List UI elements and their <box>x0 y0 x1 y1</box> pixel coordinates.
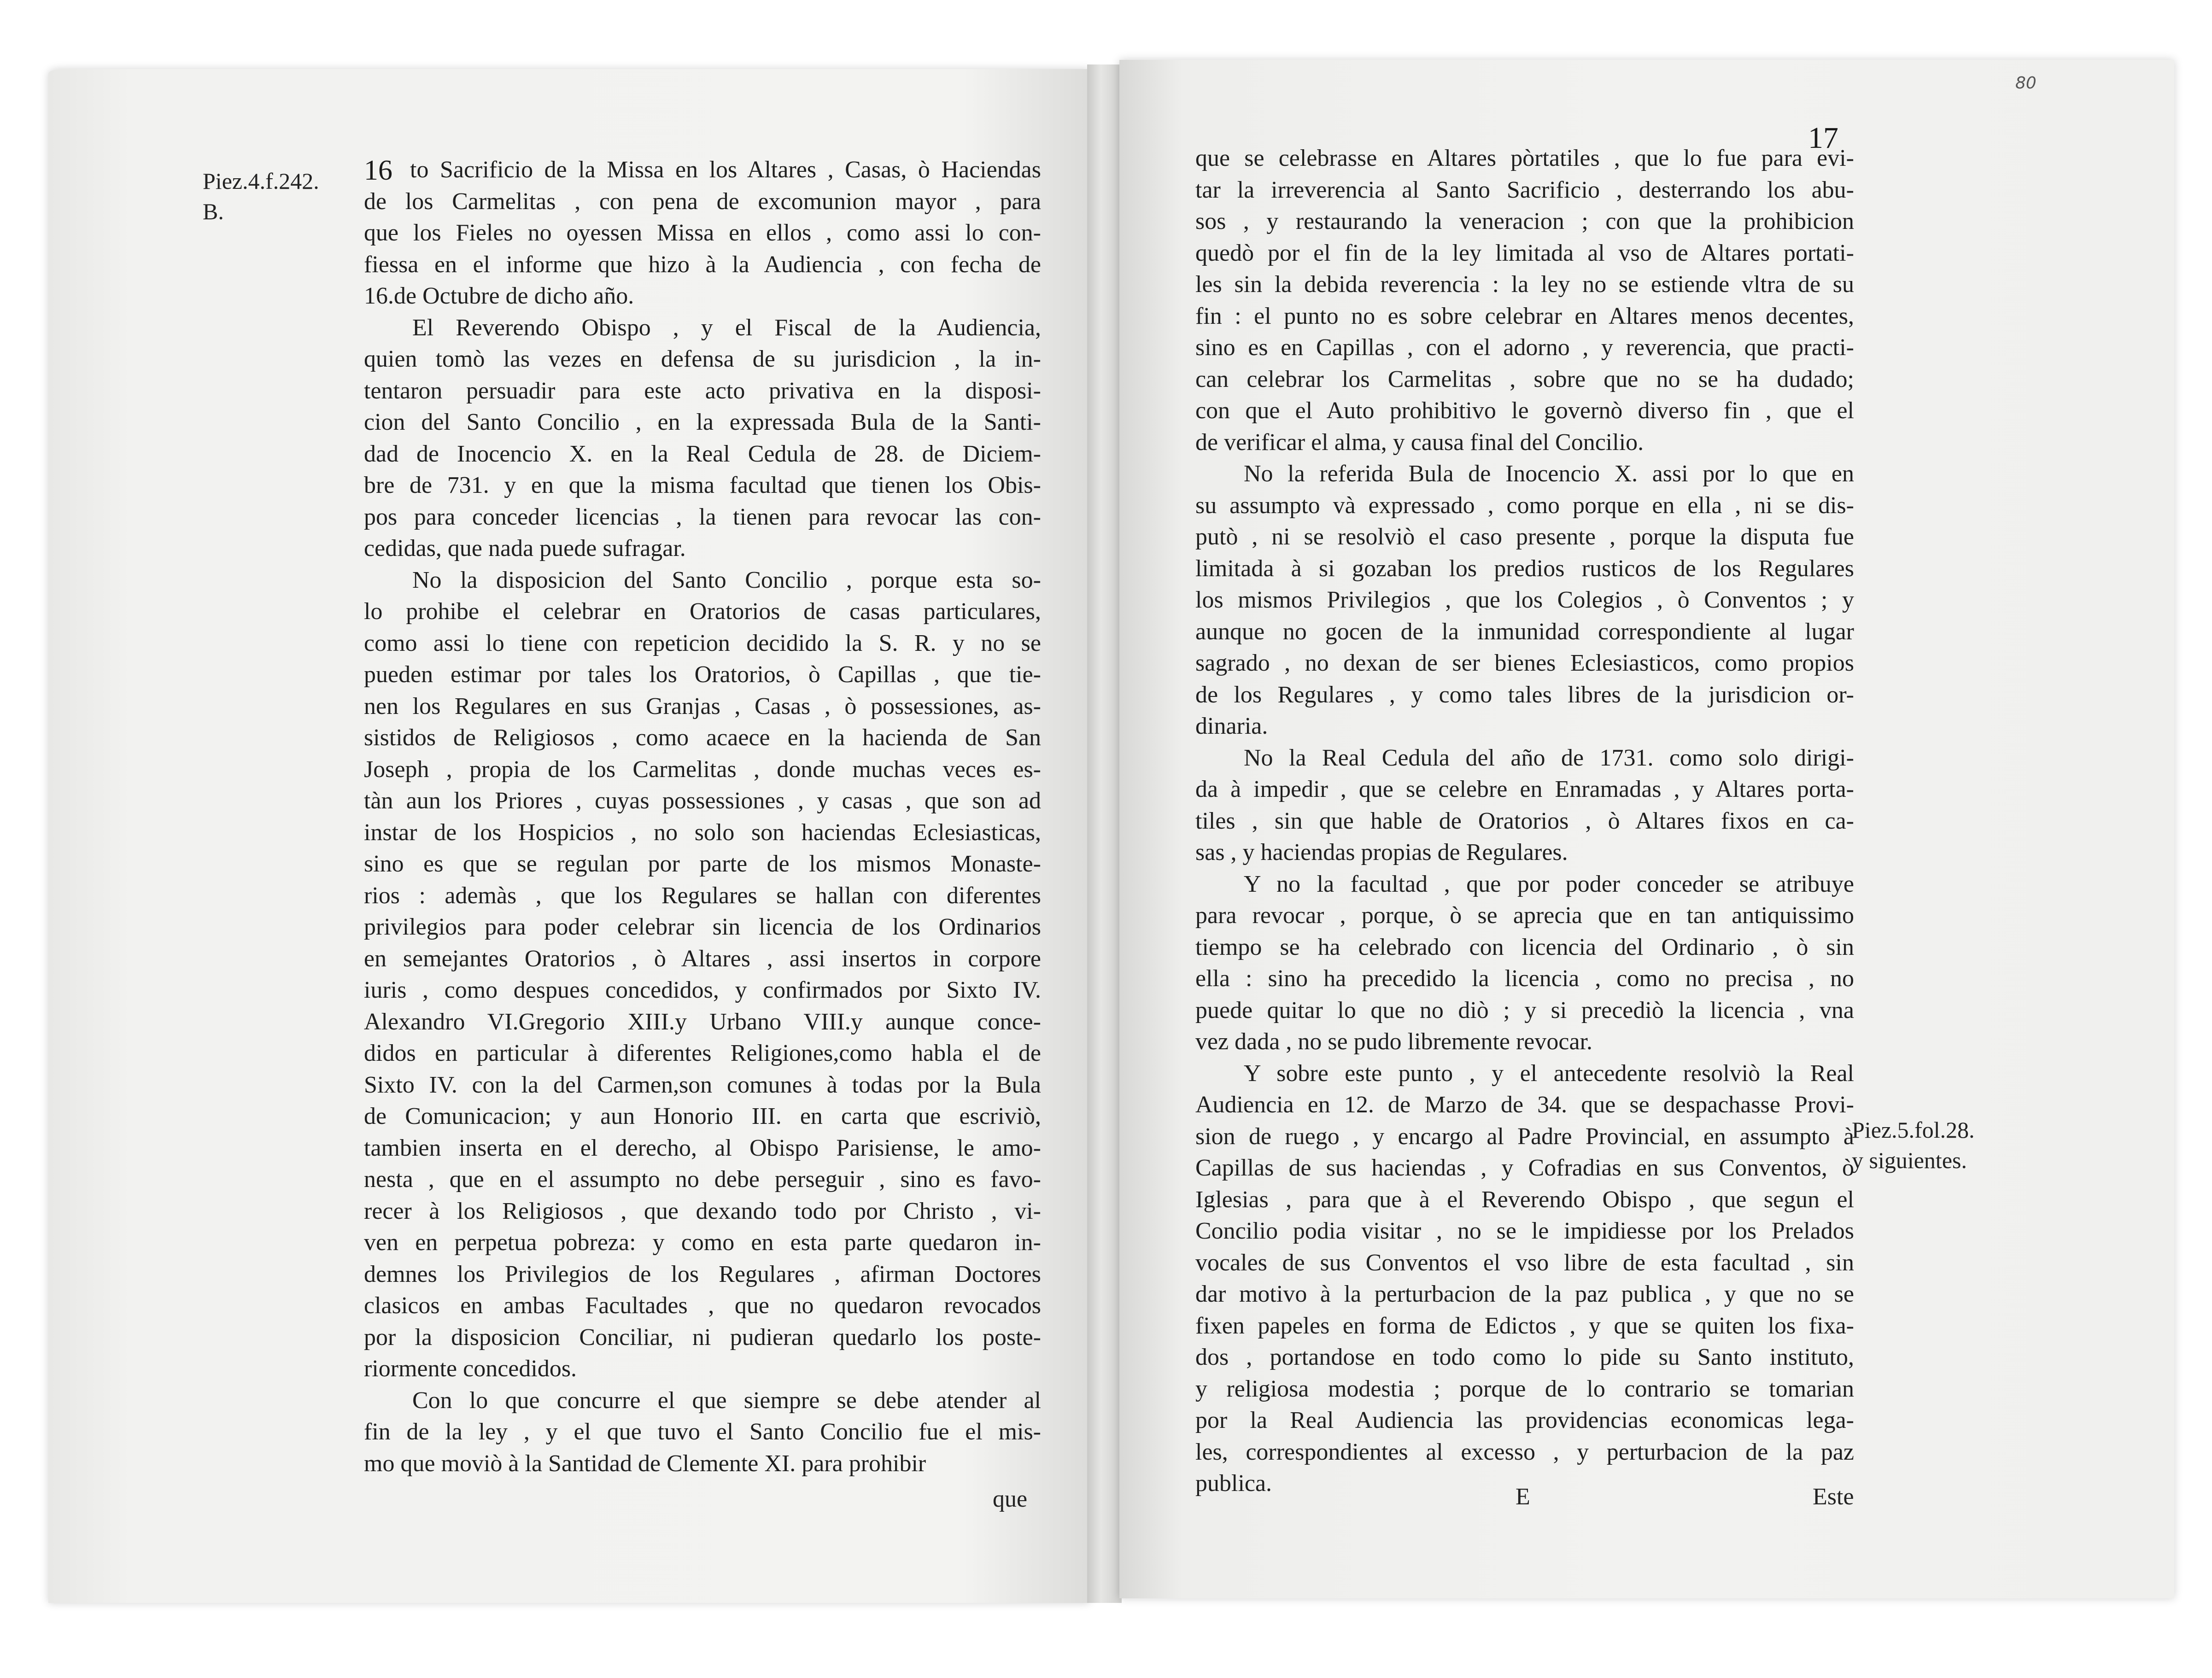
text-line: quedò por el fin de la ley limitada al vso de Altares portati- <box>1195 240 1854 266</box>
text-line: les sin la debida reverencia : la ley no se estiende vltra de su <box>1195 271 1854 298</box>
text-line: Concilio podia visitar , no se le impidiesse por los Prelados <box>1195 1218 1854 1244</box>
text-line: Con lo que concurre el que siempre se debe atender al <box>412 1387 1041 1414</box>
text-line: los mismos Privilegios , que los Colegios , ò Conventos ; y <box>1195 587 1854 613</box>
text-line: demnes los Privilegios de los Regulares , afirman Doctores <box>364 1261 1041 1287</box>
text-line: fixen papeles en forma de Edictos , y que se quiten los fixa- <box>1195 1312 1854 1339</box>
text-line: tar la irreverencia al Santo Sacrificio , desterrando los abu- <box>1195 176 1854 203</box>
text-line: puede quitar lo que no diò ; y si precediò la licencia , vna <box>1195 997 1854 1023</box>
text-line: Audiencia en 12. de Marzo de 34. que se despachasse Provi- <box>1195 1092 1854 1118</box>
left-page-number: 16 <box>364 155 392 186</box>
text-line: fin : el punto no es sobre celebrar en Altares menos decentes, <box>1195 303 1854 329</box>
text-line: tambien inserta en el derecho, al Obispo Parisiense, le amo- <box>364 1134 1041 1161</box>
text-line: de verificar el alma, y causa final del Concilio. <box>1195 429 1644 456</box>
text-line: que se celebrasse en Altares pòrtatiles , que lo fue para evi- <box>1195 145 1854 171</box>
text-line: de los Carmelitas , con pena de excomunion mayor , para <box>364 188 1041 215</box>
text-line: lo prohibe el celebrar en Oratorios de casas particulares, <box>364 598 1041 625</box>
text-line: vocales de sus Conventos el vso libre de esta facultad , sin <box>1195 1249 1854 1276</box>
text-line: como assi lo tiene con repeticion decidido la S. R. y no se <box>364 630 1041 656</box>
text-line: sagrado , no dexan de ser bienes Eclesiasticos, como propios <box>1195 650 1854 676</box>
text-line: tiles , sin que hable de Oratorios , ò Altares fixos en ca- <box>1195 807 1854 834</box>
text-line: can celebrar los Carmelitas , sobre que no se ha dudado; <box>1195 366 1854 392</box>
right-signature-mark: E <box>1516 1484 1530 1510</box>
text-line: cion del Santo Concilio , en la expressada Bula de la Santi- <box>364 409 1041 435</box>
text-line: sistidos de Religiosos , como acaece en la hacienda de San <box>364 725 1041 751</box>
text-line: No la disposicion del Santo Concilio , porque esta so- <box>412 567 1041 593</box>
text-line: de Comunicacion; y aun Honorio III. en carta que escriviò, <box>364 1103 1041 1129</box>
text-line: sion de ruego , y encargo al Padre Provincial, en assumpto à <box>1195 1123 1854 1150</box>
text-line: nen los Regulares en sus Granjas , Casas , ò possessiones, as- <box>364 693 1041 719</box>
text-line: quien tomò las vezes en defensa de su jurisdicion , la in- <box>364 346 1041 372</box>
margin-note-line: y siguientes. <box>1852 1147 1967 1173</box>
text-line: dinaria. <box>1195 713 1268 739</box>
text-line: mo que moviò à la Santidad de Clemente XI. para prohibir <box>364 1450 926 1477</box>
text-line: Sixto IV. con la del Carmen,son comunes à todas por la Bula <box>364 1071 1041 1098</box>
text-line: rios : ademàs , que los Regulares se hallan con diferentes <box>364 882 1041 909</box>
text-line: sino es que se regulan por parte de los mismos Monaste- <box>364 851 1041 877</box>
text-line: instar de los Hospicios , no solo son haciendas Eclesiasticas, <box>364 819 1041 846</box>
text-line: pueden estimar por tales los Oratorios, ò Capillas , que tie- <box>364 661 1041 688</box>
text-line: riormente concedidos. <box>364 1356 577 1382</box>
text-line: en semejantes Oratorios , ò Altares , assi insertos in corpore <box>364 945 1041 972</box>
text-line: to Sacrificio de la Missa en los Altares , Casas, ò Haciendas <box>410 157 1041 183</box>
text-line: tàn aun los Priores , cuyas possessiones , y casas , que son ad <box>364 788 1041 814</box>
text-line: ella : sino ha precedido la licencia , como no precisa , no <box>1195 965 1854 992</box>
right-page-text <box>1195 143 1854 1500</box>
text-line: nesta , que en el assumpto no debe perseguir , sino es favo- <box>364 1166 1041 1193</box>
text-line: para revocar , porque, ò se aprecia que en tan antiquissimo <box>1195 902 1854 929</box>
text-line: dar motivo à la perturbacion de la paz publica , y que no se <box>1195 1281 1854 1307</box>
text-line: Y no la facultad , que por poder conceder se atribuye <box>1244 871 1854 897</box>
text-line: bre de 731. y en que la misma facultad que tienen los Obis- <box>364 472 1041 498</box>
text-line: privilegios para poder celebrar sin licencia de los Ordinarios <box>364 914 1041 940</box>
text-line: les, correspondientes al excesso , y perturbacion de la paz <box>1195 1438 1854 1465</box>
text-line: sas , y haciendas propias de Regulares. <box>1195 839 1568 865</box>
text-line: Alexandro VI.Gregorio XIII.y Urbano VIII.y aunque conce- <box>364 1008 1041 1035</box>
text-line: por la disposicion Conciliar, ni pudieran quedarlo los poste- <box>364 1324 1041 1351</box>
text-line: El Reverendo Obispo , y el Fiscal de la Audiencia, <box>412 314 1041 341</box>
text-line: No la referida Bula de Inocencio X. assi por lo que en <box>1244 461 1854 487</box>
text-line: dad de Inocencio X. en la Real Cedula de 28. de Diciem- <box>364 440 1041 467</box>
text-line: iuris , como despues concedidos, y confirmados por Sixto IV. <box>364 977 1041 1003</box>
text-line: putò , ni se resolviò el caso presente , porque la disputa fue <box>1195 524 1854 550</box>
text-line: tiempo se ha celebrado con licencia del Ordinario , ò sin <box>1195 934 1854 960</box>
text-line: Y sobre este punto , y el antecedente resolviò la Real <box>1244 1060 1854 1087</box>
text-line: recer à los Religiosos , que dexando todo por Christo , vi- <box>364 1198 1041 1224</box>
text-line: limitada à si gozaban los predios rusticos de los Regulares <box>1195 555 1854 582</box>
text-line: fin de la ley , y el que tuvo el Santo Concilio fue el mis- <box>364 1419 1041 1445</box>
text-line: da à impedir , que se celebre en Enramadas , y Altares porta- <box>1195 776 1854 802</box>
text-line: cedidas, que nada puede sufragar. <box>364 535 686 561</box>
text-line: que los Fieles no oyessen Missa en ellos , como assi lo con- <box>364 220 1041 246</box>
left-page-text <box>364 154 1041 1479</box>
text-line: Joseph , propia de los Carmelitas , donde muchas veces es- <box>364 756 1041 783</box>
folio-mark: 80 <box>2015 74 2036 93</box>
text-line: 16.de Octubre de dicho año. <box>364 283 634 309</box>
right-margin-note <box>1852 1115 1999 1175</box>
margin-note-line: Piez.5.fol.28. <box>1852 1117 1975 1143</box>
text-line: vez dada , no se pudo libremente revocar. <box>1195 1029 1592 1055</box>
right-catchword: Este <box>1813 1484 1854 1510</box>
left-margin-note <box>203 166 355 227</box>
text-line: con que el Auto prohibitivo le governò diverso fin , que el <box>1195 398 1854 424</box>
book-gutter <box>1087 64 1122 1603</box>
text-line: pos para conceder licencias , la tienen para revocar las con- <box>364 503 1041 530</box>
text-line: aunque no gocen de la inmunidad correspondiente al lugar <box>1195 618 1854 645</box>
text-line: ven en perpetua pobreza: y como en esta parte quedaron in- <box>364 1229 1041 1256</box>
text-line: tentaron persuadir para este acto privativa en la disposi- <box>364 377 1041 404</box>
right-page-number: 17 <box>1808 121 1838 155</box>
margin-note-line: Piez.4.f.242. <box>203 168 319 194</box>
text-line: por la Real Audiencia las providencias economicas lega- <box>1195 1407 1854 1433</box>
text-line: dos , portandose en todo como lo pide su Santo instituto, <box>1195 1344 1854 1370</box>
text-line: publica. <box>1195 1470 1272 1497</box>
left-catchword: que <box>993 1486 1028 1512</box>
margin-note-line: B. <box>203 199 224 224</box>
text-line: sos , y restaurando la veneracion ; con que la prohibicion <box>1195 208 1854 234</box>
text-line: didos en particular à diferentes Religiones,como habla el de <box>364 1040 1041 1066</box>
text-line: de los Regulares , y como tales libres de la jurisdicion or- <box>1195 681 1854 708</box>
text-line: Capillas de sus haciendas , y Cofradias en sus Conventos, ò <box>1195 1155 1854 1181</box>
text-line: Iglesias , para que à el Reverendo Obispo , que segun el <box>1195 1186 1854 1213</box>
text-line: fiessa en el informe que hizo à la Audiencia , con fecha de <box>364 251 1041 278</box>
text-line: clasicos en ambas Facultades , que no quedaron revocados <box>364 1292 1041 1319</box>
text-line: y religiosa modestia ; porque de lo contrario se tomarian <box>1195 1375 1854 1402</box>
text-line: sino es en Capillas , con el adorno , y reverencia, que practi- <box>1195 334 1854 361</box>
text-line: No la Real Cedula del año de 1731. como solo dirigi- <box>1244 744 1854 771</box>
text-line: su assumpto và expressado , como porque en ella , ni se dis- <box>1195 492 1854 519</box>
